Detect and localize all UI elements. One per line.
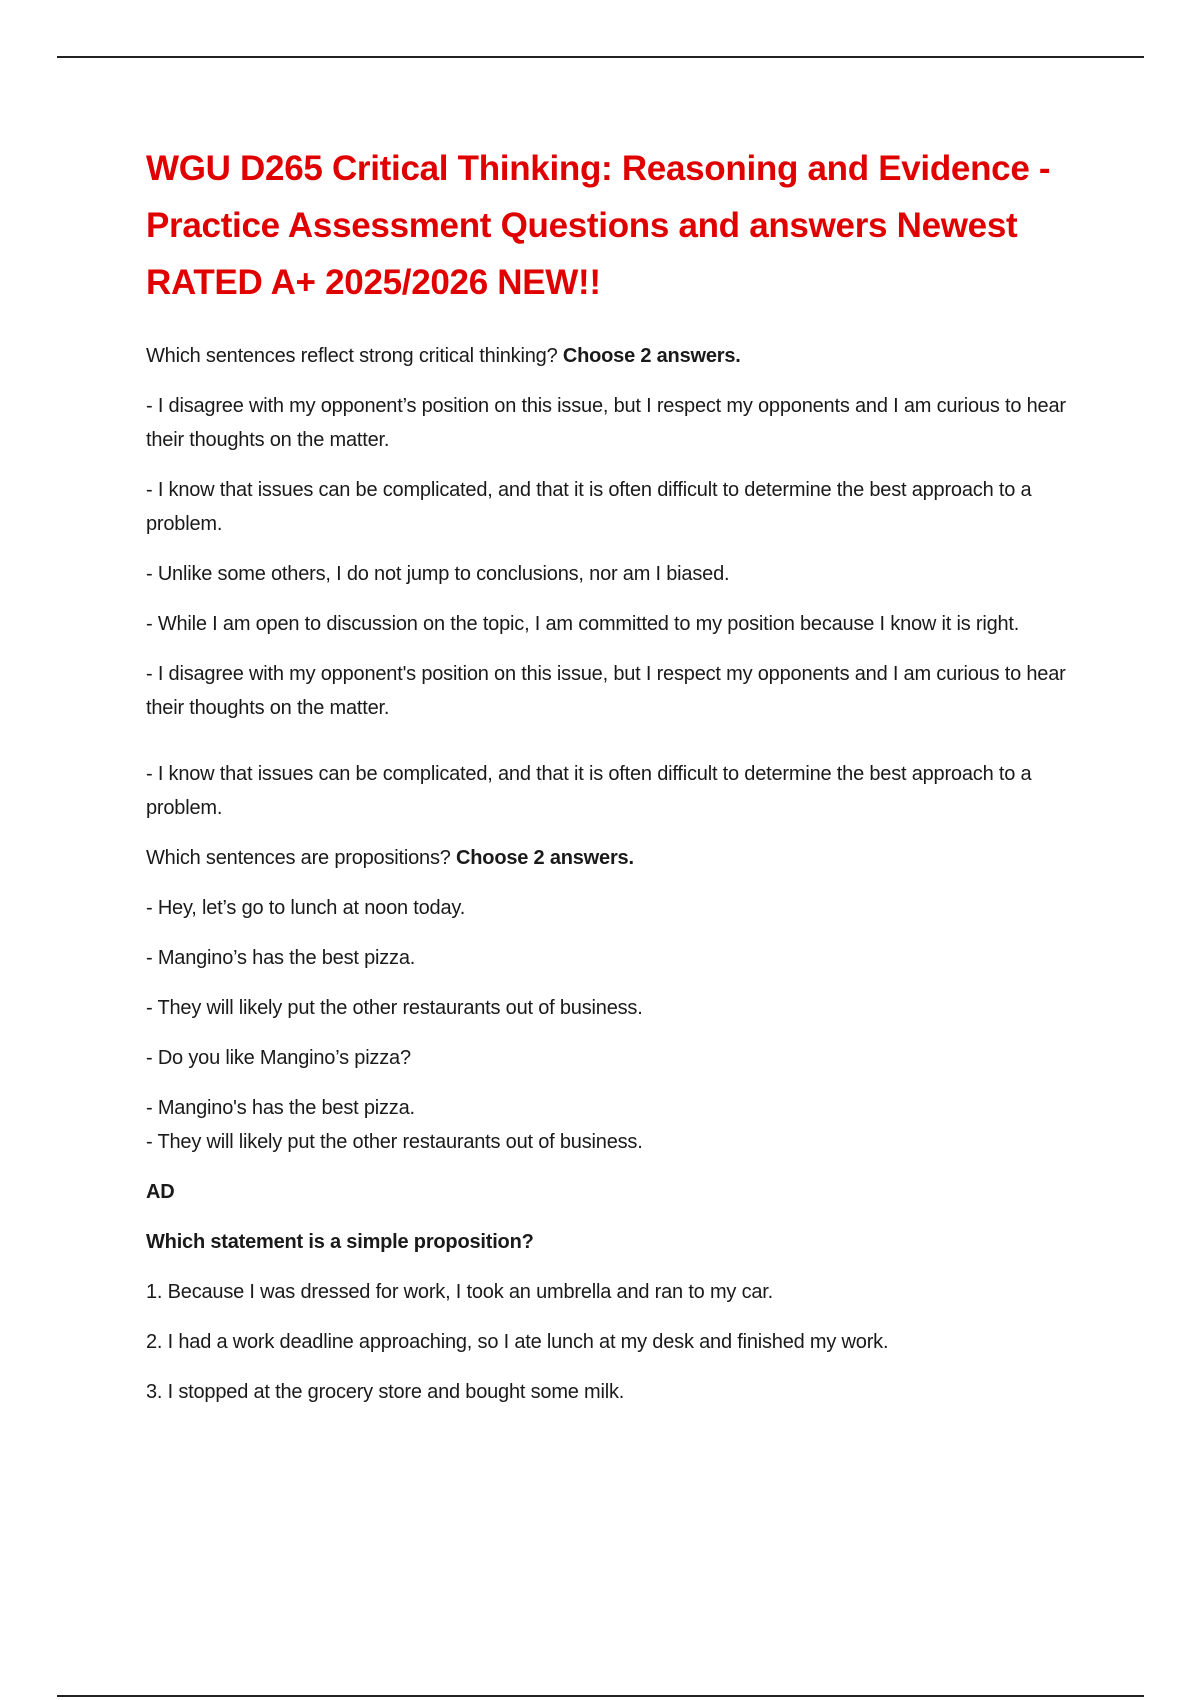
question-3-option-3: 3. I stopped at the grocery store and bought some milk. (146, 1381, 625, 1403)
question-1-instruction: Choose 2 answers. (562, 345, 741, 367)
document-body (146, 140, 1096, 1425)
question-3-option-2: 2. I had a work deadline approaching, so I ate lunch at my desk and finished my work. (146, 1331, 889, 1353)
top-rule (57, 56, 1144, 58)
question-3-prompt: Which statement is a simple proposition? (146, 1231, 534, 1253)
document-title: WGU D265 Critical Thinking: Reasoning and Evidence - Practice Assessment Questions and answers Newest RATED A+ 2025/2026 NEW!! (146, 149, 1051, 302)
question-1-prompt (146, 339, 1096, 373)
question-2-instruction: Choose 2 answers. (456, 847, 634, 869)
question-1-option-2: - I know that issues can be complicated, and that it is often difficult to determine the best approach to a problem. (146, 479, 1032, 535)
question-1-answer-2: - I know that issues can be complicated, and that it is often difficult to determine the best approach to a problem. (146, 763, 1032, 819)
question-2-option-3: - They will likely put the other restaurants out of business. (146, 997, 643, 1019)
question-2-option-1: - Hey, let’s go to lunch at noon today. (146, 897, 466, 919)
question-2-answer-2: - They will likely put the other restaurants out of business. (146, 1131, 643, 1153)
question-1-answer-1: - I disagree with my opponent's position on this issue, but I respect my opponents and I am curious to hear their thoughts on the matter. (146, 663, 1066, 719)
question-2-answer-1: - Mangino's has the best pizza. (146, 1097, 415, 1119)
question-2-answer-key: AD (146, 1181, 175, 1203)
question-2-option-4: - Do you like Mangino’s pizza? (146, 1047, 411, 1069)
question-2-text: Which sentences are propositions? (146, 847, 451, 869)
question-1-text: Which sentences reflect strong critical thinking? (146, 345, 558, 367)
bottom-rule (57, 1695, 1144, 1697)
question-1-option-1: - I disagree with my opponent’s position on this issue, but I respect my opponents and I am curious to hear their thoughts on the matter. (146, 395, 1066, 451)
question-2-prompt (146, 841, 1096, 875)
question-2-option-2: - Mangino’s has the best pizza. (146, 947, 416, 969)
question-3-option-1: 1. Because I was dressed for work, I took an umbrella and ran to my car. (146, 1281, 774, 1303)
question-1-option-3: - Unlike some others, I do not jump to conclusions, nor am I biased. (146, 563, 730, 585)
question-1-option-4: - While I am open to discussion on the topic, I am committed to my position because I know it is right. (146, 613, 1020, 635)
